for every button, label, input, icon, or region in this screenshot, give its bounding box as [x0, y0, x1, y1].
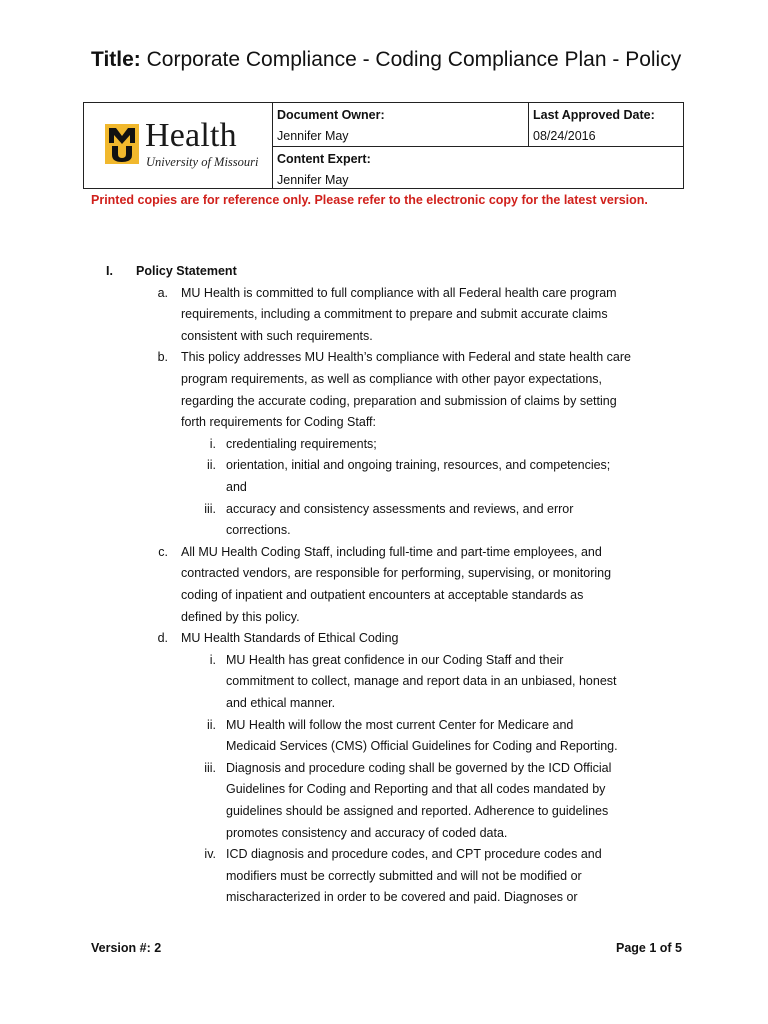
expert-label: Content Expert:: [277, 152, 371, 166]
sub-item-text-line: ICD diagnosis and procedure codes, and CPT procedure codes and: [226, 847, 602, 862]
title-text: Corporate Compliance - Coding Compliance Plan - Policy: [146, 48, 682, 71]
sub-item-marker: i.: [209, 652, 216, 667]
sub-item-text-line: MU Health will follow the most current Center for Medicare and: [226, 717, 574, 732]
item-b-text-line: forth requirements for Coding Staff:: [181, 415, 377, 430]
owner-label: Document Owner:: [277, 108, 385, 122]
item-c-marker: c.: [158, 544, 168, 559]
sub-item-text-line: accuracy and consistency assessments and reviews, and error: [226, 501, 574, 516]
item-d-text-line: MU Health Standards of Ethical Coding: [181, 631, 399, 646]
page-number: Page 1 of 5: [616, 941, 682, 955]
sub-item-text-line: and: [226, 480, 247, 494]
logo-name: Health: [145, 117, 237, 154]
sub-item-text-line: credentialing requirements;: [226, 436, 377, 451]
item-a-text-line: requirements, including a commitment to prepare and submit accurate claims: [181, 307, 608, 322]
sub-item-text-line: modifiers must be correctly submitted and will not be modified or: [226, 868, 582, 883]
sub-item-text-line: promotes consistency and accuracy of coded data.: [226, 825, 508, 840]
approved-date-cell: [533, 105, 655, 147]
sub-item-text-line: orientation, initial and ongoing training, resources, and competencies;: [226, 458, 611, 473]
item-b-text-line: regarding the accurate coding, preparation and submission of claims by setting: [181, 393, 617, 408]
item-b-text-line: program requirements, as well as compliance with other payor expectations,: [181, 372, 603, 386]
logo-cell: [84, 103, 273, 188]
sub-item-text-line: MU Health has great confidence in our Coding Staff and their: [226, 652, 564, 667]
item-c-text-line: defined by this policy.: [181, 609, 300, 624]
expert-cell: [277, 149, 371, 191]
owner-value: Jennifer May: [277, 129, 349, 143]
approved-value: 08/24/2016: [533, 129, 596, 143]
version-number: Version #: 2: [91, 941, 162, 955]
sub-item-text-line: commitment to collect, manage and report data in an unbiased, honest: [226, 674, 617, 689]
expert-value: Jennifer May: [277, 173, 349, 187]
sub-item-marker: i.: [209, 436, 216, 451]
item-c-text-line: coding of inpatient and outpatient encounters at acceptable standards as: [181, 588, 584, 602]
sub-item-marker: ii.: [206, 717, 216, 732]
item-a-marker: a.: [157, 285, 168, 300]
sub-item-text-line: corrections.: [226, 523, 291, 538]
sub-item-text-line: guidelines should be assigned and reported. Adherence to guidelines: [226, 804, 609, 818]
mu-logo-icon: [105, 124, 139, 164]
table-divider: [528, 103, 529, 146]
item-d-marker: d.: [157, 631, 168, 646]
logo-subtitle: University of Missouri: [146, 155, 259, 169]
sub-item-marker: ii.: [206, 458, 216, 473]
owner-cell: [277, 105, 385, 147]
item-b-marker: b.: [157, 350, 168, 365]
item-c-text-line: contracted vendors, are responsible for performing, supervising, or monitoring: [181, 566, 612, 581]
sub-item-marker: iii.: [204, 501, 216, 516]
section-heading: Policy Statement: [136, 264, 237, 278]
sub-item-text-line: Guidelines for Coding and Reporting and that all codes mandated by: [226, 782, 606, 797]
print-notice: Printed copies are for reference only. Please refer to the electronic copy for the latest version.: [91, 193, 648, 207]
item-b-text-line: This policy addresses MU Health’s compliance with Federal and state health care: [181, 350, 631, 365]
sub-item-text-line: Medicaid Services (CMS) Official Guidelines for Coding and Reporting.: [226, 739, 618, 754]
item-a-text-line: MU Health is committed to full compliance with all Federal health care program: [181, 285, 617, 300]
sub-item-marker: iv.: [204, 847, 216, 862]
sub-item-text-line: mischaracterized in order to be covered and paid. Diagnoses or: [226, 890, 578, 905]
document-title: [91, 48, 681, 72]
sub-item-text-line: and ethical manner.: [226, 696, 336, 710]
section-number: I.: [106, 264, 113, 278]
approved-label: Last Approved Date:: [533, 108, 655, 122]
sub-item-text-line: Diagnosis and procedure coding shall be governed by the ICD Official: [226, 760, 612, 775]
document-info-table: [83, 102, 684, 189]
item-a-text-line: consistent with such requirements.: [181, 328, 373, 343]
title-label: Title:: [91, 48, 141, 71]
item-c-text-line: All MU Health Coding Staff, including full-time and part-time employees, and: [181, 544, 602, 559]
sub-item-marker: iii.: [204, 760, 216, 775]
